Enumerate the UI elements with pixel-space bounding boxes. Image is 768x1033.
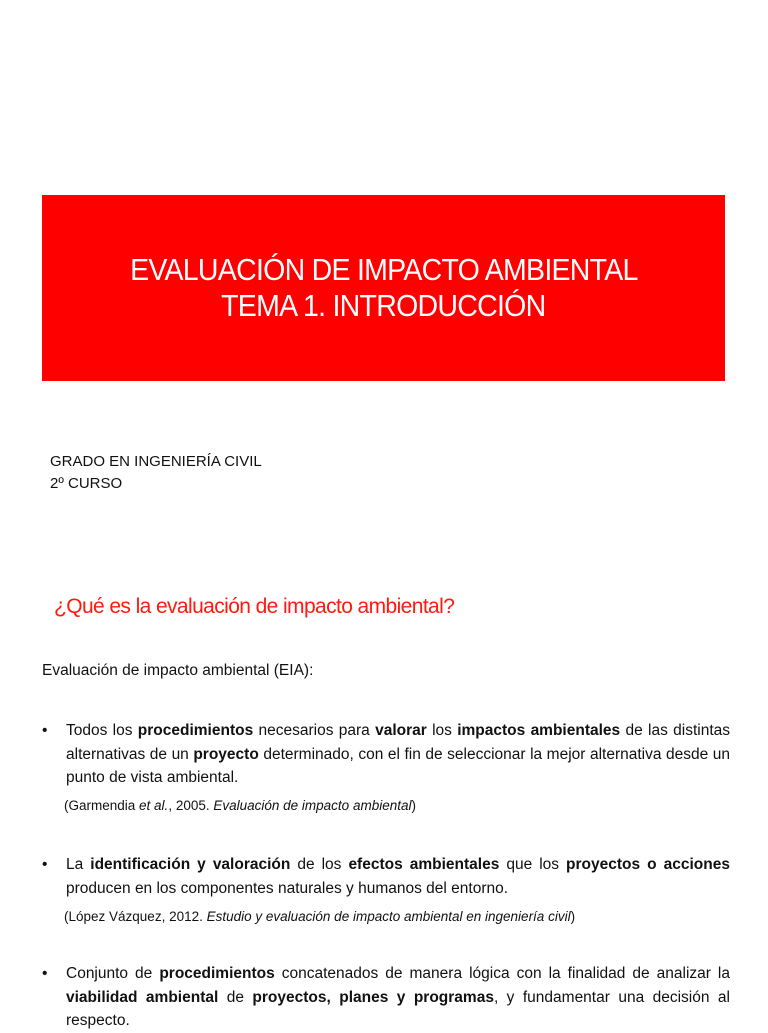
- list-item: [42, 853, 730, 900]
- bullet-icon: •: [42, 856, 48, 873]
- section-heading: ¿Qué es la evaluación de impacto ambiental?: [54, 595, 455, 618]
- list-item: [42, 962, 730, 1033]
- bullet-icon: •: [42, 965, 48, 982]
- course-info: [50, 451, 262, 495]
- document-subtitle: TEMA 1. INTRODUCCIÓN: [221, 288, 546, 323]
- citation: (López Vázquez, 2012. Estudio y evaluación de impacto ambiental en ingeniería civil): [64, 909, 576, 924]
- list-item-text: Todos los procedimientos necesarios para valorar los impactos ambientales de las distintas alternativas de un proyecto determinado, con el fin de seleccionar la mejor alternativa desde un punto de vista ambiental.: [66, 722, 730, 786]
- list-item-text: Conjunto de procedimientos concatenados de manera lógica con la finalidad de analizar la viabilidad ambiental de proyectos, planes y programas, y fundamentar una decisión al respecto.: [66, 965, 730, 1029]
- course-year: 2º CURSO: [50, 475, 123, 492]
- list-item-text: La identificación y valoración de los efectos ambientales que los proyectos o acciones producen en los componentes naturales y humanos del entorno.: [66, 856, 730, 897]
- list-item: [42, 719, 730, 790]
- degree-name: GRADO EN INGENIERÍA CIVIL: [50, 453, 262, 470]
- title-banner: [42, 195, 725, 381]
- document-title: EVALUACIÓN DE IMPACTO AMBIENTAL: [129, 252, 638, 287]
- bullet-icon: •: [42, 722, 48, 739]
- citation: (Garmendia et al., 2005. Evaluación de impacto ambiental): [64, 798, 416, 813]
- intro-text: Evaluación de impacto ambiental (EIA):: [42, 662, 314, 679]
